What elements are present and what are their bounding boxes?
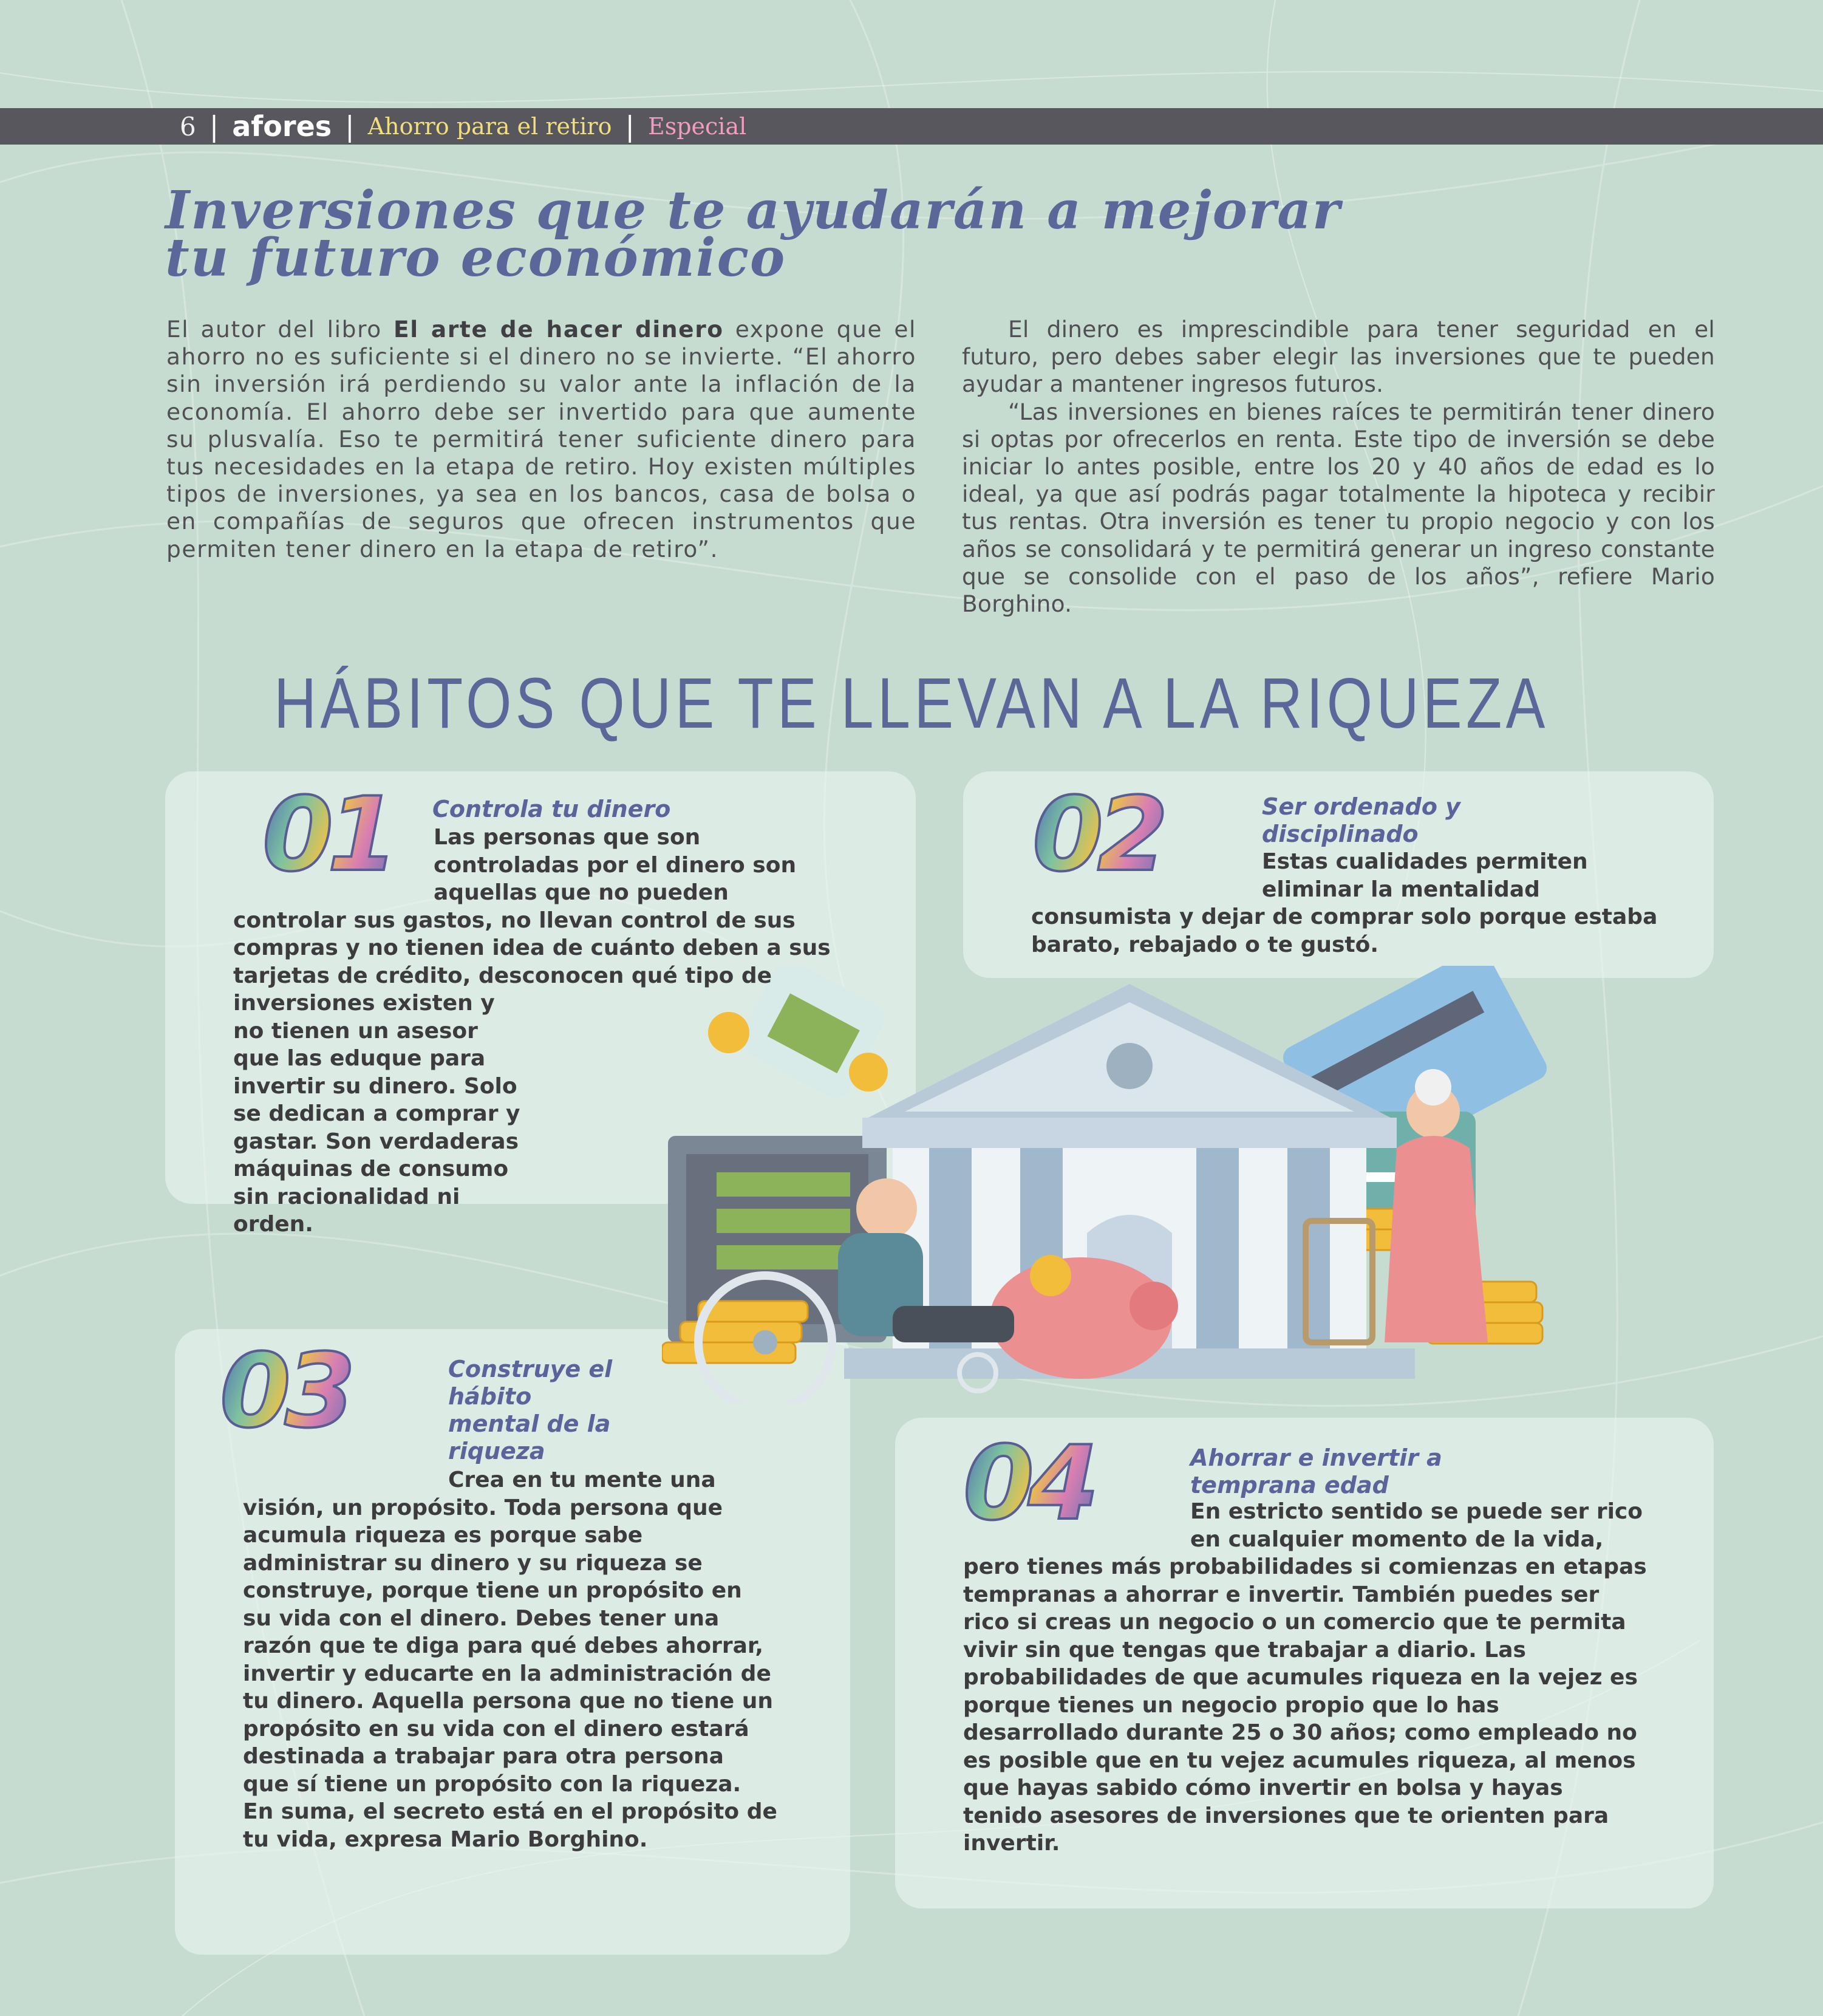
habit-body-text: Estas cualidades permiten eliminar la mentalidad consumista y dejar de comprar solo porque estaba barato, rebajado o te gustó. (1031, 849, 1658, 957)
number-float-spacer (1031, 848, 1262, 903)
book-title: El arte de hacer dinero (393, 316, 724, 343)
habit-number: 04 (963, 1424, 1093, 1543)
habit-body-text: En estricto sentido se puede ser rico en cualquier momento de la vida, pero tienes más probabilidades si comienzas en etapas tempranas a ahorrar e invertir. También puedes ser rico si creas un negocio o un comercio que te permita vivir sin que tengas que trabajar a diario. Las probabilidades de que acumules riqueza en la vejez es porque tienes un negocio propio que lo has desarrollado durante 25 o 30 años; como empleado no es posible que en tu vejez acumules riqueza, al menos que hayas sabido cómo invertir en bolsa y hayas tenido asesores de inversiones que te orienten para invertir. (963, 1499, 1647, 1856)
habit-body-text: Crea en tu mente una visión, un propósito. Toda persona que acumula riqueza es porque sabe administrar su dinero y su riqueza se construye, porque tiene un propósito en su vida con el dinero. Debes tener una razón que te diga para qué debes ahorrar, invertir y educarte en la administración de tu dinero. Aquella persona que no tiene un propósito en su vida con el dinero estará destinada a trabajar para otra persona que sí tiene un propósito con la riqueza. En suma, el secreto está en el propósito de tu vida, expresa Mario Borghino. (243, 1468, 777, 1852)
habit-body (243, 1466, 777, 1853)
page-number: 6 (180, 111, 196, 142)
number-float-spacer (963, 1498, 1190, 1553)
habit-body (1031, 848, 1687, 958)
habit-heading: Ser ordenado y disciplinado (1262, 793, 1460, 847)
habit-heading: Controla tu dinero (432, 796, 671, 822)
number-float-spacer (233, 824, 434, 906)
intro-paragraph: “Las inversiones en bienes raíces te permitirán tener dinero si optas por ofrecerlos en renta. Este tipo de inversión se debe iniciar lo antes posible, entre los 20 y 40 años de edad es lo ideal, ya que así podrás pagar totalmente la hipoteca y recibir tus rentas. Otra inversión es tener tu propio negocio y con los años se consolidará y te permitirá generar un ingreso constante que se consolide con el paso de los años”, refiere Mario Borghino. (962, 398, 1715, 618)
separator: | (625, 110, 635, 143)
intro-text: El autor del libro (166, 316, 394, 343)
title-line-2: tu futuro económico (165, 227, 786, 289)
separator: | (345, 110, 355, 143)
habit-number: 02 (1032, 775, 1162, 894)
habits-title: HÁBITOS QUE TE LLEVAN A LA RIQUEZA (274, 663, 1549, 743)
number-float-spacer (243, 1466, 448, 1493)
habit-heading: Construye el hábito mental de la riqueza (448, 1356, 613, 1464)
separator: | (209, 110, 219, 143)
intro-paragraph: El dinero es imprescindible para tener seguridad en el futuro, pero debes saber elegir las inversiones que te pueden ayudar a mantener ingresos futuros. (962, 316, 1715, 398)
habit-heading: Ahorrar e invertir a temprana edad (1190, 1444, 1442, 1498)
intro-text: expone que el ahorro no es suficiente si el dinero no se invierte. “El ahorro sin inversión irá perdiendo su valor ante la inflación de la economía. El ahorro debe ser invertido para que aumente su plusvalía. Eso te permitirá tener suficiente dinero para tus necesidades en la etapa de retiro. Hoy existen múltiples tipos de inversiones, ya sea en los bancos, casa de bolsa o en compañías de seguros que ofrecen instrumentos que permiten tener dinero en la etapa de retiro”. (166, 316, 917, 562)
habit-body-text: Las personas que son controladas por el dinero son aquellas que no pueden controlar sus gastos, no llevan control de sus compras y no tienen idea de cuánto deben a sus tarjetas de crédito, desconocen qué tipo de inversiones existen y no tienen un asesor que las eduque para invertir su dinero. Solo se dedican a comprar y gastar. Son verdaderas máquinas de consumo sin racionalidad ni orden. (233, 825, 831, 1237)
header-bar (0, 108, 1823, 145)
habit-number: 01 (262, 775, 392, 894)
article-title (165, 180, 1471, 289)
subsection-name: Ahorro para el retiro (367, 113, 612, 140)
intro-paragraph (166, 316, 916, 563)
habit-body (963, 1498, 1649, 1857)
section-tag: Especial (647, 113, 747, 140)
intro-left-column (166, 316, 916, 563)
title-line-1: Inversiones que te ayudarán a mejorar (165, 180, 1341, 241)
intro-right-column (962, 316, 1715, 618)
section-name: afores (232, 110, 332, 143)
habit-number: 03 (220, 1331, 350, 1450)
